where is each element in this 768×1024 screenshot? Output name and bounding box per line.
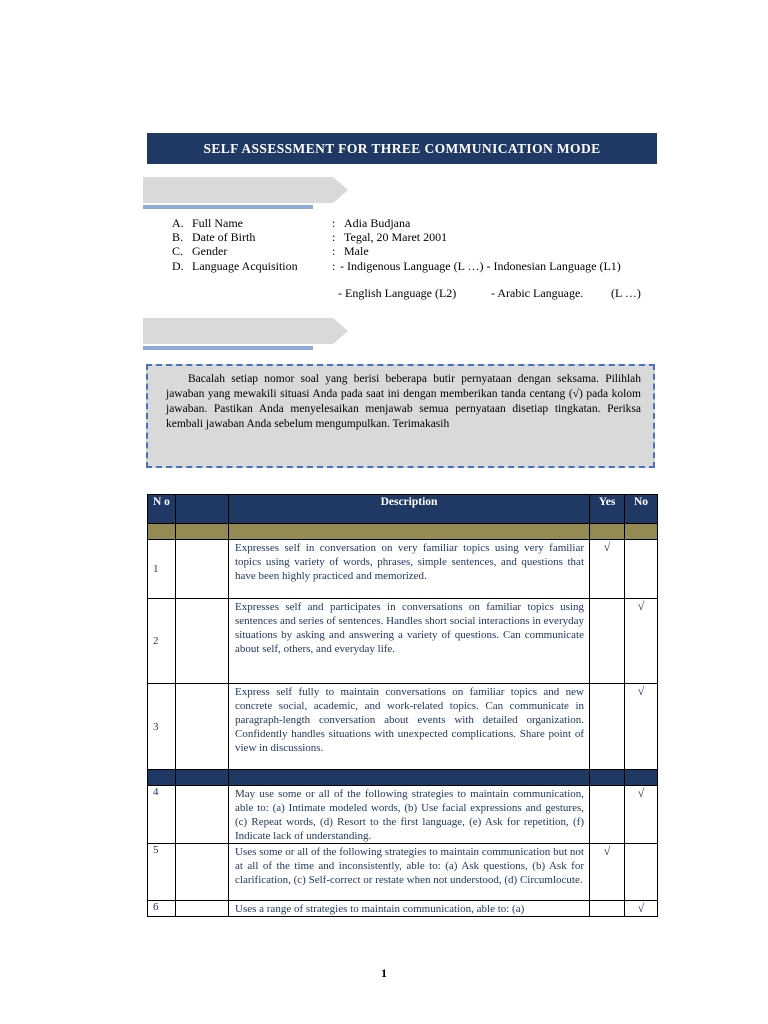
section-tab-underline [143, 346, 313, 350]
no-check[interactable]: √ [625, 786, 658, 844]
page-number: 1 [381, 966, 387, 980]
page-title: SELF ASSESSMENT FOR THREE COMMUNICATION MODE [147, 133, 657, 164]
arabic-language-level: (L …) [611, 286, 641, 300]
row-description: May use some or all of the following strategies to maintain communication, able to: (a) Intimate modeled words, (b) Use facial expressions and gestures, (c) Repeat words, (d) Resort to the first language, (e) Ask for repetition, (f) Indicate lack of understanding. [229, 786, 590, 844]
no-check[interactable] [625, 540, 658, 599]
table-row [148, 844, 658, 901]
no-check[interactable]: √ [625, 684, 658, 770]
language-acquisition-value: - Indigenous Language (L …) - Indonesian Language (L1) [340, 259, 621, 273]
no-check[interactable] [625, 844, 658, 901]
instructions-text: Bacalah setiap nomor soal yang berisi beberapa butir pernyataan dengan seksama. Pilihlah jawaban yang mewakili situasi Anda pada saat ini dengan memberikan tanda centang (√) pada kolom jawaban. Pastikan Anda menyelesaikan menjawab semua pernyataan disetiap tingkatan. Periksa kembali jawaban Anda sebelum mengumpulkan. Terimakasih [166, 373, 641, 430]
section-tab-instructions [143, 318, 348, 350]
row-description: Uses some or all of the following strategies to maintain communication but not at all of the time and inconsistently, able to: (a) Ask questions, (b) Ask for clarification, (c) Self-correct or restate when not understood, (d) Circumlocute. [229, 844, 590, 901]
level-separator-row [148, 770, 658, 786]
row-number: 2 [148, 599, 176, 684]
date-of-birth-value: Tegal, 20 Maret 2001 [344, 230, 448, 244]
section-tab-arrow [143, 318, 348, 344]
instructions-box [146, 364, 655, 468]
gender-value: Male [344, 244, 369, 258]
yes-check[interactable]: √ [590, 540, 625, 599]
table-row [148, 599, 658, 684]
row-description: Expresses self and participates in conversations on familiar topics using sentences and series of sentences. Handles short social interactions in everyday situations by asking and answering a variety of questions. Can communicate about self, others, and everyday life. [229, 599, 590, 684]
full-name-value: Adia Budjana [344, 216, 411, 230]
table-row [148, 540, 658, 599]
row-number: 1 [148, 540, 176, 599]
table-header-row [148, 495, 658, 524]
level-separator-row [148, 524, 658, 540]
table-row [148, 786, 658, 844]
english-language-text: - English Language (L2) [338, 286, 457, 300]
yes-check[interactable] [590, 684, 625, 770]
header-no: N o [148, 495, 176, 524]
row-description: Express self fully to maintain conversations on familiar topics and new concrete social, academic, and work-related topics. Can communicate in paragraph-length conversation about events with detailed organization. Confidently handles situations with unexpected complications. Share point of view in discussions. [229, 684, 590, 770]
no-check[interactable]: √ [625, 599, 658, 684]
yes-check[interactable] [590, 599, 625, 684]
row-description: Expresses self in conversation on very familiar topics using very familiar topics using variety of words, phrases, simple sentences, and questions that have been highly practiced and memorized. [229, 540, 590, 599]
table-row [148, 901, 658, 917]
row-number: 6 [148, 901, 176, 917]
yes-check[interactable]: √ [590, 844, 625, 901]
section-tab-underline [143, 205, 313, 209]
header-description: Description [229, 495, 590, 524]
row-description: Uses a range of strategies to maintain communication, able to: (a) [229, 901, 590, 917]
row-number: 4 [148, 786, 176, 844]
row-number: 3 [148, 684, 176, 770]
header-blank [176, 495, 229, 524]
header-no-col: No [625, 495, 658, 524]
section-tab-arrow [143, 177, 348, 203]
yes-check[interactable] [590, 901, 625, 917]
section-tab-personal [143, 177, 348, 209]
no-check[interactable]: √ [625, 901, 658, 917]
header-yes: Yes [590, 495, 625, 524]
arabic-language-text: - Arabic Language. [491, 286, 584, 300]
row-number: 5 [148, 844, 176, 901]
assessment-table [147, 494, 658, 917]
yes-check[interactable] [590, 786, 625, 844]
table-row [148, 684, 658, 770]
